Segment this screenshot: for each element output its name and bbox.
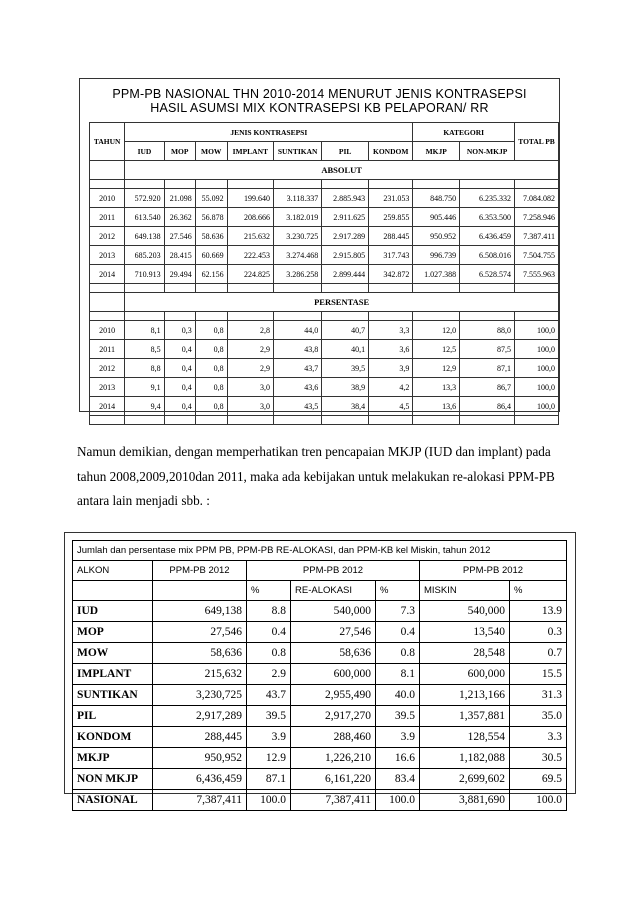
value-cell: 56.878 <box>195 208 227 227</box>
year-cell: 2012 <box>90 359 125 378</box>
header-jenis-kontrasepsi: JENIS KONTRASEPSI <box>125 123 413 142</box>
value-cell: 9,1 <box>125 378 164 397</box>
value-cell: 0.7 <box>510 643 567 664</box>
table1-container <box>79 78 560 412</box>
col-header: MOW <box>195 142 227 161</box>
value-cell: 0,4 <box>164 378 195 397</box>
value-cell: 55.092 <box>195 189 227 208</box>
value-cell: 1,213,166 <box>420 685 510 706</box>
value-cell: 215,632 <box>153 664 247 685</box>
col-header: KONDOM <box>369 142 413 161</box>
spacer-row <box>90 284 559 293</box>
spacer-cell <box>125 284 164 293</box>
value-cell: 649.138 <box>125 227 164 246</box>
header-empty <box>73 581 153 601</box>
spacer-cell <box>460 416 515 425</box>
spacer-row <box>90 416 559 425</box>
value-cell: 8.8 <box>247 601 291 622</box>
spacer-cell <box>164 180 195 189</box>
header-miskin: MISKIN <box>420 581 510 601</box>
value-cell: 3,9 <box>369 359 413 378</box>
spacer-cell <box>460 284 515 293</box>
value-cell: 950.952 <box>413 227 460 246</box>
value-cell: 7.3 <box>376 601 420 622</box>
table-row <box>73 727 567 748</box>
table1-title-line2: HASIL ASUMSI MIX KONTRASEPSI KB PELAPORAN/ RR <box>150 101 489 115</box>
value-cell: 905.446 <box>413 208 460 227</box>
value-cell: 0.4 <box>247 622 291 643</box>
value-cell: 288,460 <box>291 727 376 748</box>
header-empty <box>153 581 247 601</box>
table-row <box>90 378 559 397</box>
value-cell: 1,226,210 <box>291 748 376 769</box>
value-cell: 100,0 <box>515 340 559 359</box>
spacer-cell <box>227 180 273 189</box>
table-row <box>73 748 567 769</box>
value-cell: 100.0 <box>247 790 291 811</box>
value-cell: 3.118.337 <box>273 189 321 208</box>
value-cell: 288,445 <box>153 727 247 748</box>
value-cell: 12,5 <box>413 340 460 359</box>
alkon-label: IUD <box>73 601 153 622</box>
value-cell: 60.669 <box>195 246 227 265</box>
paragraph-line: antara lain menjadi sbb. : <box>77 493 210 508</box>
value-cell: 0.8 <box>247 643 291 664</box>
value-cell: 39,5 <box>322 359 369 378</box>
value-cell: 28,548 <box>420 643 510 664</box>
value-cell: 12.9 <box>247 748 291 769</box>
value-cell: 0,4 <box>164 340 195 359</box>
table-row <box>73 790 567 811</box>
table1-body <box>90 161 559 425</box>
year-cell: 2014 <box>90 397 125 416</box>
spacer-cell <box>369 416 413 425</box>
value-cell: 208.666 <box>227 208 273 227</box>
table-row <box>90 227 559 246</box>
value-cell: 2.915.805 <box>322 246 369 265</box>
value-cell: 100.0 <box>510 790 567 811</box>
value-cell: 3,881,690 <box>420 790 510 811</box>
value-cell: 21.098 <box>164 189 195 208</box>
value-cell: 39.5 <box>376 706 420 727</box>
value-cell: 27,546 <box>153 622 247 643</box>
value-cell: 950,952 <box>153 748 247 769</box>
value-cell: 3.3 <box>510 727 567 748</box>
value-cell: 1.027.388 <box>413 265 460 284</box>
value-cell: 31.3 <box>510 685 567 706</box>
value-cell: 0,8 <box>195 359 227 378</box>
year-cell: 2013 <box>90 246 125 265</box>
value-cell: 540,000 <box>420 601 510 622</box>
table-row <box>73 601 567 622</box>
value-cell: 27.546 <box>164 227 195 246</box>
value-cell: 44,0 <box>273 321 321 340</box>
spacer-cell <box>273 284 321 293</box>
year-cell: 2011 <box>90 340 125 359</box>
value-cell: 224.825 <box>227 265 273 284</box>
value-cell: 4,2 <box>369 378 413 397</box>
spacer-cell <box>369 180 413 189</box>
year-cell: 2011 <box>90 208 125 227</box>
spacer-cell <box>369 284 413 293</box>
year-cell: 2010 <box>90 321 125 340</box>
value-cell: 100.0 <box>376 790 420 811</box>
value-cell: 100,0 <box>515 378 559 397</box>
value-cell: 6.235.332 <box>460 189 515 208</box>
value-cell: 43,8 <box>273 340 321 359</box>
value-cell: 7,387,411 <box>291 790 376 811</box>
value-cell: 710.913 <box>125 265 164 284</box>
value-cell: 0.4 <box>376 622 420 643</box>
alkon-label: MOP <box>73 622 153 643</box>
spacer-cell <box>125 416 164 425</box>
persentase-label: PERSENTASE <box>125 293 559 312</box>
value-cell: 39.5 <box>247 706 291 727</box>
value-cell: 100,0 <box>515 397 559 416</box>
value-cell: 231.053 <box>369 189 413 208</box>
alkon-label: MOW <box>73 643 153 664</box>
value-cell: 13,3 <box>413 378 460 397</box>
spacer-cell <box>322 312 369 321</box>
absolut-label: ABSOLUT <box>125 161 559 180</box>
spacer-cell <box>322 180 369 189</box>
empty-cell <box>90 161 125 180</box>
col-header: IUD <box>125 142 164 161</box>
value-cell: 3.182.019 <box>273 208 321 227</box>
table-row <box>90 340 559 359</box>
value-cell: 288.445 <box>369 227 413 246</box>
table-row <box>90 246 559 265</box>
value-cell: 1,357,881 <box>420 706 510 727</box>
alkon-label: NASIONAL <box>73 790 153 811</box>
alkon-label: KONDOM <box>73 727 153 748</box>
value-cell: 317.743 <box>369 246 413 265</box>
value-cell: 342.872 <box>369 265 413 284</box>
value-cell: 259.855 <box>369 208 413 227</box>
value-cell: 2,9 <box>227 359 273 378</box>
value-cell: 128,554 <box>420 727 510 748</box>
value-cell: 38,4 <box>322 397 369 416</box>
value-cell: 87,5 <box>460 340 515 359</box>
value-cell: 2,955,490 <box>291 685 376 706</box>
value-cell: 3,6 <box>369 340 413 359</box>
value-cell: 572.920 <box>125 189 164 208</box>
value-cell: 7.387.411 <box>515 227 559 246</box>
paragraph-line: Namun demikian, dengan memperhatikan tren pencapaian MKJP (IUD dan implant) pada <box>77 444 551 459</box>
value-cell: 43,7 <box>273 359 321 378</box>
value-cell: 2,8 <box>227 321 273 340</box>
value-cell: 3.274.468 <box>273 246 321 265</box>
table-row <box>73 685 567 706</box>
spacer-cell <box>322 284 369 293</box>
value-cell: 58,636 <box>291 643 376 664</box>
header-percent: % <box>376 581 420 601</box>
value-cell: 12,9 <box>413 359 460 378</box>
persentase-row <box>90 293 559 312</box>
col-header: MKJP <box>413 142 460 161</box>
value-cell: 83.4 <box>376 769 420 790</box>
alkon-label: IMPLANT <box>73 664 153 685</box>
col-header: NON-MKJP <box>460 142 515 161</box>
value-cell: 613.540 <box>125 208 164 227</box>
value-cell: 86,7 <box>460 378 515 397</box>
year-cell: 2012 <box>90 227 125 246</box>
value-cell: 35.0 <box>510 706 567 727</box>
value-cell: 2.911.625 <box>322 208 369 227</box>
header-alkon: ALKON <box>73 561 153 581</box>
value-cell: 685.203 <box>125 246 164 265</box>
spacer-cell <box>164 284 195 293</box>
spacer-cell <box>195 180 227 189</box>
value-cell: 43,6 <box>273 378 321 397</box>
value-cell: 58.636 <box>195 227 227 246</box>
value-cell: 6,161,220 <box>291 769 376 790</box>
spacer-cell <box>273 312 321 321</box>
spacer-cell <box>515 416 559 425</box>
spacer-cell <box>90 284 125 293</box>
table2-container <box>64 532 576 806</box>
value-cell: 996.739 <box>413 246 460 265</box>
table-row <box>73 643 567 664</box>
value-cell: 62.156 <box>195 265 227 284</box>
table-row <box>73 706 567 727</box>
spacer-cell <box>460 180 515 189</box>
value-cell: 2,917,270 <box>291 706 376 727</box>
value-cell: 600,000 <box>291 664 376 685</box>
value-cell: 29.494 <box>164 265 195 284</box>
spacer-row <box>90 180 559 189</box>
header-total-pb: TOTAL PB <box>515 123 559 161</box>
absolut-row <box>90 161 559 180</box>
spacer-cell <box>125 312 164 321</box>
value-cell: 2,917,289 <box>153 706 247 727</box>
table2-body <box>73 541 567 811</box>
value-cell: 86,4 <box>460 397 515 416</box>
value-cell: 2.899.444 <box>322 265 369 284</box>
value-cell: 6.508.016 <box>460 246 515 265</box>
header-ppm-pb: PPM-PB 2012 <box>420 561 567 581</box>
table1-title-line1: PPM-PB NASIONAL THN 2010-2014 MENURUT JENIS KONTRASEPSI <box>112 87 527 101</box>
table-row <box>73 664 567 685</box>
spacer-cell <box>413 180 460 189</box>
header-tahun: TAHUN <box>90 123 125 161</box>
value-cell: 87,1 <box>460 359 515 378</box>
value-cell: 8,8 <box>125 359 164 378</box>
value-cell: 100,0 <box>515 359 559 378</box>
spacer-cell <box>90 312 125 321</box>
value-cell: 27,546 <box>291 622 376 643</box>
spacer-cell <box>195 312 227 321</box>
year-cell: 2010 <box>90 189 125 208</box>
spacer-cell <box>195 416 227 425</box>
table-row <box>73 622 567 643</box>
spacer-cell <box>164 312 195 321</box>
value-cell: 0,8 <box>195 321 227 340</box>
spacer-cell <box>515 284 559 293</box>
value-cell: 6.436.459 <box>460 227 515 246</box>
value-cell: 3.9 <box>376 727 420 748</box>
value-cell: 2.9 <box>247 664 291 685</box>
spacer-cell <box>515 180 559 189</box>
value-cell: 2.885.943 <box>322 189 369 208</box>
table-row <box>90 397 559 416</box>
value-cell: 1,182,088 <box>420 748 510 769</box>
value-cell: 3.230.725 <box>273 227 321 246</box>
value-cell: 6,436,459 <box>153 769 247 790</box>
spacer-cell <box>273 416 321 425</box>
value-cell: 0,4 <box>164 397 195 416</box>
table-row <box>90 208 559 227</box>
spacer-cell <box>413 312 460 321</box>
alkon-label: NON MKJP <box>73 769 153 790</box>
value-cell: 199.640 <box>227 189 273 208</box>
value-cell: 15.5 <box>510 664 567 685</box>
spacer-cell <box>515 312 559 321</box>
value-cell: 58,636 <box>153 643 247 664</box>
alkon-label: MKJP <box>73 748 153 769</box>
value-cell: 6.528.574 <box>460 265 515 284</box>
spacer-cell <box>227 312 273 321</box>
value-cell: 3,3 <box>369 321 413 340</box>
contraception-table <box>89 122 559 425</box>
value-cell: 2,699,602 <box>420 769 510 790</box>
value-cell: 6.353.500 <box>460 208 515 227</box>
year-cell: 2014 <box>90 265 125 284</box>
year-cell: 2013 <box>90 378 125 397</box>
value-cell: 8,5 <box>125 340 164 359</box>
header-ppm-pb: PPM-PB 2012 <box>153 561 247 581</box>
spacer-cell <box>195 284 227 293</box>
value-cell: 0,3 <box>164 321 195 340</box>
paragraph-line: tahun 2008,2009,2010dan 2011, maka ada kebijakan untuk melakukan re-alokasi PPM-PB <box>77 468 555 484</box>
spacer-row <box>90 312 559 321</box>
value-cell: 7.555.963 <box>515 265 559 284</box>
value-cell: 0.3 <box>510 622 567 643</box>
value-cell: 3.286.258 <box>273 265 321 284</box>
spacer-cell <box>369 312 413 321</box>
value-cell: 7.504.755 <box>515 246 559 265</box>
value-cell: 3,0 <box>227 378 273 397</box>
value-cell: 0,8 <box>195 340 227 359</box>
spacer-cell <box>227 284 273 293</box>
table-row <box>73 769 567 790</box>
value-cell: 540,000 <box>291 601 376 622</box>
header-ppm-pb: PPM-PB 2012 <box>247 561 420 581</box>
spacer-cell <box>322 416 369 425</box>
col-header: PIL <box>322 142 369 161</box>
value-cell: 13,540 <box>420 622 510 643</box>
header-realokasi: RE-ALOKASI <box>291 581 376 601</box>
value-cell: 9,4 <box>125 397 164 416</box>
value-cell: 7.258.946 <box>515 208 559 227</box>
spacer-cell <box>90 416 125 425</box>
alkon-label: SUNTIKAN <box>73 685 153 706</box>
table1-title <box>80 87 559 115</box>
value-cell: 43.7 <box>247 685 291 706</box>
value-cell: 12,0 <box>413 321 460 340</box>
body-paragraph <box>77 440 567 514</box>
value-cell: 222.453 <box>227 246 273 265</box>
value-cell: 600,000 <box>420 664 510 685</box>
value-cell: 26.362 <box>164 208 195 227</box>
value-cell: 43,5 <box>273 397 321 416</box>
spacer-cell <box>90 180 125 189</box>
col-header: SUNTIKAN <box>273 142 321 161</box>
value-cell: 8,1 <box>125 321 164 340</box>
value-cell: 16.6 <box>376 748 420 769</box>
spacer-cell <box>164 416 195 425</box>
value-cell: 215.632 <box>227 227 273 246</box>
value-cell: 8.1 <box>376 664 420 685</box>
value-cell: 649,138 <box>153 601 247 622</box>
value-cell: 38,9 <box>322 378 369 397</box>
value-cell: 0,8 <box>195 378 227 397</box>
value-cell: 2,9 <box>227 340 273 359</box>
value-cell: 0.8 <box>376 643 420 664</box>
table2-title: Jumlah dan persentase mix PPM PB, PPM-PB RE-ALOKASI, dan PPM-KB kel Miskin, tahun 2012 <box>73 541 567 561</box>
value-cell: 40,7 <box>322 321 369 340</box>
value-cell: 40,1 <box>322 340 369 359</box>
value-cell: 4,5 <box>369 397 413 416</box>
value-cell: 7.084.082 <box>515 189 559 208</box>
col-header: MOP <box>164 142 195 161</box>
col-header: IMPLANT <box>227 142 273 161</box>
spacer-cell <box>273 180 321 189</box>
table-row <box>90 265 559 284</box>
value-cell: 30.5 <box>510 748 567 769</box>
value-cell: 3,0 <box>227 397 273 416</box>
realokasi-table <box>72 540 567 811</box>
spacer-cell <box>227 416 273 425</box>
alkon-label: PIL <box>73 706 153 727</box>
spacer-cell <box>413 416 460 425</box>
table-row <box>90 359 559 378</box>
header-percent: % <box>247 581 291 601</box>
value-cell: 848.750 <box>413 189 460 208</box>
value-cell: 13.9 <box>510 601 567 622</box>
empty-cell <box>90 293 125 312</box>
header-percent: % <box>510 581 567 601</box>
value-cell: 3.9 <box>247 727 291 748</box>
spacer-cell <box>460 312 515 321</box>
value-cell: 3,230,725 <box>153 685 247 706</box>
spacer-cell <box>125 180 164 189</box>
value-cell: 7,387,411 <box>153 790 247 811</box>
value-cell: 88,0 <box>460 321 515 340</box>
header-kategori: KATEGORI <box>413 123 515 142</box>
value-cell: 0,4 <box>164 359 195 378</box>
value-cell: 87.1 <box>247 769 291 790</box>
value-cell: 0,8 <box>195 397 227 416</box>
table-row <box>90 189 559 208</box>
value-cell: 28.415 <box>164 246 195 265</box>
value-cell: 13,6 <box>413 397 460 416</box>
value-cell: 40.0 <box>376 685 420 706</box>
table-row <box>90 321 559 340</box>
value-cell: 100,0 <box>515 321 559 340</box>
value-cell: 2.917.289 <box>322 227 369 246</box>
spacer-cell <box>413 284 460 293</box>
value-cell: 69.5 <box>510 769 567 790</box>
